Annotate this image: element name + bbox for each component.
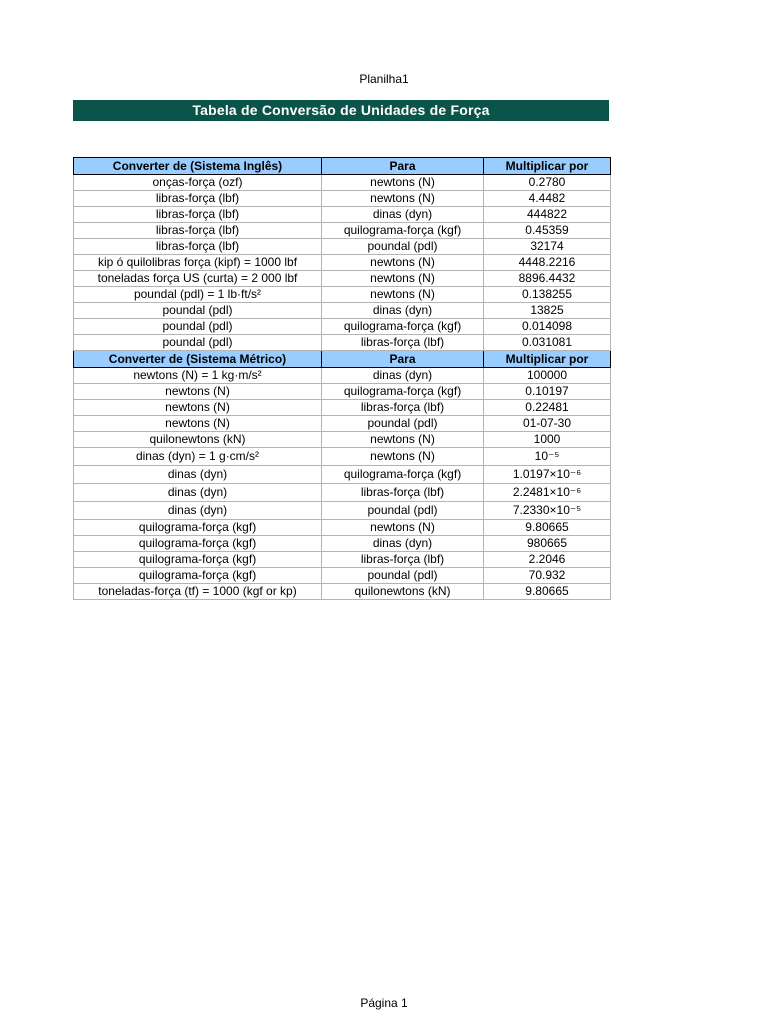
from-unit-cell: poundal (pdl) — [74, 335, 322, 351]
factor-cell: 1.0197×10⁻⁶ — [484, 466, 611, 484]
factor-cell: 01-07-30 — [484, 416, 611, 432]
table-row — [74, 191, 611, 207]
column-header: Converter de (Sistema Inglês) — [74, 158, 322, 175]
table-row — [74, 335, 611, 351]
from-unit-cell: dinas (dyn) = 1 g·cm/s² — [74, 448, 322, 466]
from-unit-cell: onças-força (ozf) — [74, 175, 322, 191]
factor-cell: 0.138255 — [484, 287, 611, 303]
to-unit-cell: libras-força (lbf) — [322, 335, 484, 351]
table-row — [74, 416, 611, 432]
from-unit-cell: newtons (N) — [74, 416, 322, 432]
from-unit-cell: poundal (pdl) = 1 lb·ft/s² — [74, 287, 322, 303]
from-unit-cell: dinas (dyn) — [74, 484, 322, 502]
to-unit-cell: newtons (N) — [322, 255, 484, 271]
from-unit-cell: quilograma-força (kgf) — [74, 536, 322, 552]
to-unit-cell: quilonewtons (kN) — [322, 584, 484, 600]
factor-cell: 4448.2216 — [484, 255, 611, 271]
table-row — [74, 448, 611, 466]
to-unit-cell: poundal (pdl) — [322, 239, 484, 255]
table-row — [74, 175, 611, 191]
from-unit-cell: dinas (dyn) — [74, 466, 322, 484]
factor-cell: 0.22481 — [484, 400, 611, 416]
to-unit-cell: dinas (dyn) — [322, 368, 484, 384]
to-unit-cell: dinas (dyn) — [322, 536, 484, 552]
column-header: Para — [322, 158, 484, 175]
factor-cell: 0.014098 — [484, 319, 611, 335]
table-row — [74, 271, 611, 287]
from-unit-cell: dinas (dyn) — [74, 502, 322, 520]
table-row — [74, 484, 611, 502]
from-unit-cell: poundal (pdl) — [74, 303, 322, 319]
to-unit-cell: poundal (pdl) — [322, 502, 484, 520]
to-unit-cell: libras-força (lbf) — [322, 552, 484, 568]
section-header-row — [74, 351, 611, 368]
factor-cell: 100000 — [484, 368, 611, 384]
factor-cell: 4.4482 — [484, 191, 611, 207]
from-unit-cell: libras-força (lbf) — [74, 207, 322, 223]
table-row — [74, 207, 611, 223]
table-row — [74, 303, 611, 319]
factor-cell: 7.2330×10⁻⁵ — [484, 502, 611, 520]
table-row — [74, 568, 611, 584]
to-unit-cell: libras-força (lbf) — [322, 400, 484, 416]
factor-cell: 70.932 — [484, 568, 611, 584]
factor-cell: 2.2046 — [484, 552, 611, 568]
from-unit-cell: poundal (pdl) — [74, 319, 322, 335]
column-header: Para — [322, 351, 484, 368]
to-unit-cell: newtons (N) — [322, 271, 484, 287]
table-row — [74, 368, 611, 384]
from-unit-cell: newtons (N) = 1 kg·m/s² — [74, 368, 322, 384]
table-title: Tabela de Conversão de Unidades de Força — [73, 100, 609, 121]
factor-cell: 0.2780 — [484, 175, 611, 191]
table-row — [74, 502, 611, 520]
to-unit-cell: newtons (N) — [322, 287, 484, 303]
table-row — [74, 255, 611, 271]
factor-cell: 1000 — [484, 432, 611, 448]
factor-cell: 10⁻⁵ — [484, 448, 611, 466]
to-unit-cell: dinas (dyn) — [322, 303, 484, 319]
table-row — [74, 319, 611, 335]
from-unit-cell: quilograma-força (kgf) — [74, 552, 322, 568]
to-unit-cell: newtons (N) — [322, 432, 484, 448]
from-unit-cell: toneladas força US (curta) = 2 000 lbf — [74, 271, 322, 287]
to-unit-cell: libras-força (lbf) — [322, 484, 484, 502]
factor-cell: 0.10197 — [484, 384, 611, 400]
factor-cell: 32174 — [484, 239, 611, 255]
section-header-row — [74, 158, 611, 175]
factor-cell: 2.2481×10⁻⁶ — [484, 484, 611, 502]
from-unit-cell: libras-força (lbf) — [74, 223, 322, 239]
from-unit-cell: toneladas-força (tf) = 1000 (kgf or kp) — [74, 584, 322, 600]
table-row — [74, 384, 611, 400]
from-unit-cell: libras-força (lbf) — [74, 191, 322, 207]
to-unit-cell: newtons (N) — [322, 520, 484, 536]
column-header: Multiplicar por — [484, 351, 611, 368]
to-unit-cell: quilograma-força (kgf) — [322, 223, 484, 239]
table-row — [74, 287, 611, 303]
factor-cell: 444822 — [484, 207, 611, 223]
table-row — [74, 223, 611, 239]
from-unit-cell: newtons (N) — [74, 384, 322, 400]
to-unit-cell: newtons (N) — [322, 191, 484, 207]
table-row — [74, 520, 611, 536]
column-header: Multiplicar por — [484, 158, 611, 175]
from-unit-cell: quilograma-força (kgf) — [74, 520, 322, 536]
to-unit-cell: quilograma-força (kgf) — [322, 466, 484, 484]
factor-cell: 0.45359 — [484, 223, 611, 239]
factor-cell: 0.031081 — [484, 335, 611, 351]
factor-cell: 980665 — [484, 536, 611, 552]
factor-cell: 9.80665 — [484, 520, 611, 536]
to-unit-cell: dinas (dyn) — [322, 207, 484, 223]
factor-cell: 9.80665 — [484, 584, 611, 600]
table-row — [74, 552, 611, 568]
table-row — [74, 584, 611, 600]
from-unit-cell: kip ó quilolibras força (kipf) = 1000 lbf — [74, 255, 322, 271]
to-unit-cell: newtons (N) — [322, 175, 484, 191]
conversion-table — [73, 157, 611, 600]
table-row — [74, 432, 611, 448]
factor-cell: 13825 — [484, 303, 611, 319]
table-row — [74, 239, 611, 255]
from-unit-cell: quilonewtons (kN) — [74, 432, 322, 448]
to-unit-cell: newtons (N) — [322, 448, 484, 466]
from-unit-cell: libras-força (lbf) — [74, 239, 322, 255]
to-unit-cell: poundal (pdl) — [322, 416, 484, 432]
factor-cell: 8896.4432 — [484, 271, 611, 287]
sheet-name: Planilha1 — [359, 72, 409, 86]
table-row — [74, 466, 611, 484]
table-row — [74, 400, 611, 416]
page-number: Página 1 — [360, 996, 408, 1010]
from-unit-cell: quilograma-força (kgf) — [74, 568, 322, 584]
to-unit-cell: poundal (pdl) — [322, 568, 484, 584]
to-unit-cell: quilograma-força (kgf) — [322, 319, 484, 335]
column-header: Converter de (Sistema Métrico) — [74, 351, 322, 368]
from-unit-cell: newtons (N) — [74, 400, 322, 416]
table-row — [74, 536, 611, 552]
to-unit-cell: quilograma-força (kgf) — [322, 384, 484, 400]
